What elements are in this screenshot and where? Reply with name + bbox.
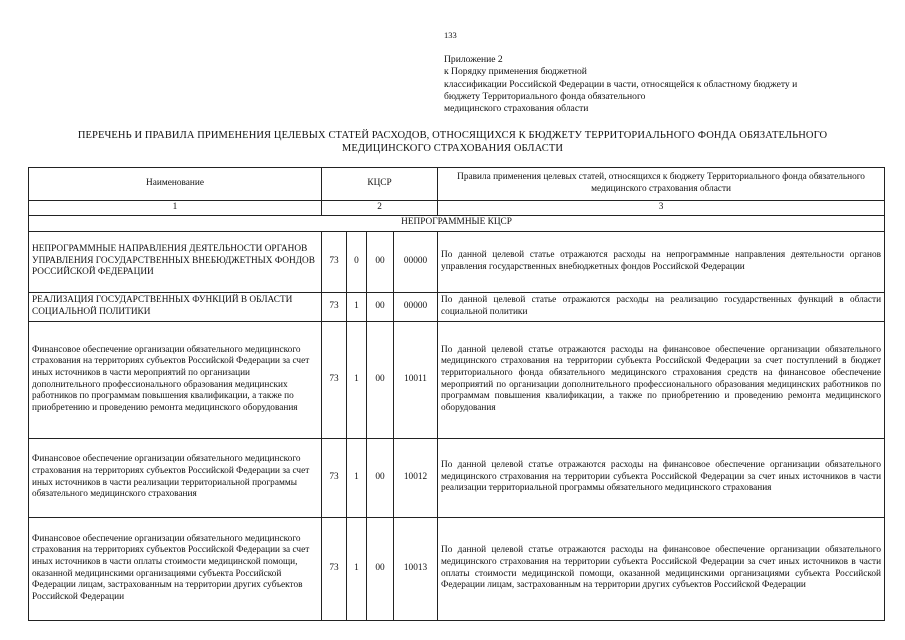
code-direction: 10012 [394, 438, 438, 517]
code-direction: 00000 [394, 292, 438, 321]
rules-table [28, 167, 885, 621]
code-subprogram: 1 [347, 517, 367, 620]
code-program: 73 [322, 321, 347, 438]
row-name: Финансовое обеспечение организации обязательного медицинского страхования на территориях субъектов Российской Федерации за счет иных источников в части оплаты стоимости медицинской помощи, оказанной медицинскими организациями субъекта Российской Федерации лицам, застрахованным на территории других субъектов Российской Федерации [29, 517, 322, 620]
section-title: НЕПРОГРАММНЫЕ КЦСР [29, 215, 885, 231]
row-name: НЕПРОГРАММНЫЕ НАПРАВЛЕНИЯ ДЕЯТЕЛЬНОСТИ ОРГАНОВ УПРАВЛЕНИЯ ГОСУДАРСТВЕННЫХ ВНЕБЮДЖЕТНЫХ ФОНДОВ РОССИЙСКОЙ ФЕДЕРАЦИИ [29, 231, 322, 292]
code-main-event: 00 [367, 438, 394, 517]
table-row [29, 321, 885, 438]
row-rule: По данной целевой статье отражаются расходы на непрограммные направления деятельности органов управления государственных внебюджетных фондов Российской Федерации [438, 231, 885, 292]
appendix-line: к Порядку применения бюджетной [444, 66, 587, 78]
table-header-row [29, 168, 885, 201]
header-rules: Правила применения целевых статей, относящихся к бюджету Территориального фонда обязательного медицинского страхования области [438, 168, 885, 201]
appendix-line: медицинского страхования области [444, 103, 589, 115]
header-kcsr: КЦСР [322, 168, 438, 201]
row-rule: По данной целевой статье отражаются расходы на финансовое обеспечение организации обязательного медицинского страхования на территории субъекта Российской Федерации за счет поступлений в бюджет территориального фонда обязательного медицинского страхования средств на финансовое обеспечение мероприятий по организации дополнительного профессионального образования медицинских работников по программам повышения квалификации, а также по приобретению и проведению ремонта медицинского оборудования [438, 321, 885, 438]
row-rule: По данной целевой статье отражаются расходы на финансовое обеспечение организации обязательного медицинского страхования на территории субъекта Российской Федерации за счет иных источников в части оплаты стоимости медицинской помощи, оказанной медицинскими организациями субъекта Российской Федерации лицам, застрахованным на территории других субъектов Российской Федерации [438, 517, 885, 620]
column-number: 2 [322, 201, 438, 216]
appendix-header [444, 54, 894, 115]
code-direction: 10011 [394, 321, 438, 438]
code-main-event: 00 [367, 321, 394, 438]
table-row [29, 231, 885, 292]
row-name: Финансовое обеспечение организации обязательного медицинского страхования на территориях субъектов Российской Федерации за счет иных источников в части реализации территориальной программы обязательного медицинского страхования [29, 438, 322, 517]
code-main-event: 00 [367, 292, 394, 321]
page-number: 133 [444, 30, 457, 40]
appendix-line: бюджету Территориального фонда обязательного [444, 90, 646, 102]
code-main-event: 00 [367, 231, 394, 292]
column-number: 3 [438, 201, 885, 216]
code-subprogram: 1 [347, 292, 367, 321]
table-row [29, 517, 885, 620]
row-rule: По данной целевой статье отражаются расходы на реализацию государственных функций в области социальной политики [438, 292, 885, 321]
row-name: Финансовое обеспечение организации обязательного медицинского страхования на территориях субъектов Российской Федерации за счет иных источников в части мероприятий по организации дополнительного профессионального образования медицинских работников по программам повышения квалификации, а также по приобретению и проведению ремонта медицинского оборудования [29, 321, 322, 438]
column-number-row [29, 201, 885, 216]
appendix-line: классификации Российской Федерации в части, относящейся к областному бюджету и [444, 78, 798, 90]
column-number: 1 [29, 201, 322, 216]
section-row [29, 215, 885, 231]
row-name: РЕАЛИЗАЦИЯ ГОСУДАРСТВЕННЫХ ФУНКЦИЙ В ОБЛАСТИ СОЦИАЛЬНОЙ ПОЛИТИКИ [29, 292, 322, 321]
code-program: 73 [322, 292, 347, 321]
document-title-line: МЕДИЦИНСКОГО СТРАХОВАНИЯ ОБЛАСТИ [341, 143, 564, 154]
code-direction: 10013 [394, 517, 438, 620]
document-title-line: ПЕРЕЧЕНЬ И ПРАВИЛА ПРИМЕНЕНИЯ ЦЕЛЕВЫХ СТАТЕЙ РАСХОДОВ, ОТНОСЯЩИХСЯ К БЮДЖЕТУ ТЕРРИТОРИАЛЬНОГО ФОНДА ОБЯЗАТЕЛЬНОГО [77, 130, 828, 141]
code-program: 73 [322, 231, 347, 292]
code-main-event: 00 [367, 517, 394, 620]
code-program: 73 [322, 517, 347, 620]
table-row [29, 292, 885, 321]
row-rule: По данной целевой статье отражаются расходы на финансовое обеспечение организации обязательного медицинского страхования на территории субъекта Российской Федерации за счет иных источников в части реализации территориальной программы обязательного медицинского страхования [438, 438, 885, 517]
header-name: Наименование [29, 168, 322, 201]
code-subprogram: 1 [347, 438, 367, 517]
appendix-line: Приложение 2 [444, 54, 503, 65]
code-program: 73 [322, 438, 347, 517]
document-title [20, 129, 885, 155]
table-row [29, 438, 885, 517]
code-subprogram: 1 [347, 321, 367, 438]
code-subprogram: 0 [347, 231, 367, 292]
code-direction: 00000 [394, 231, 438, 292]
